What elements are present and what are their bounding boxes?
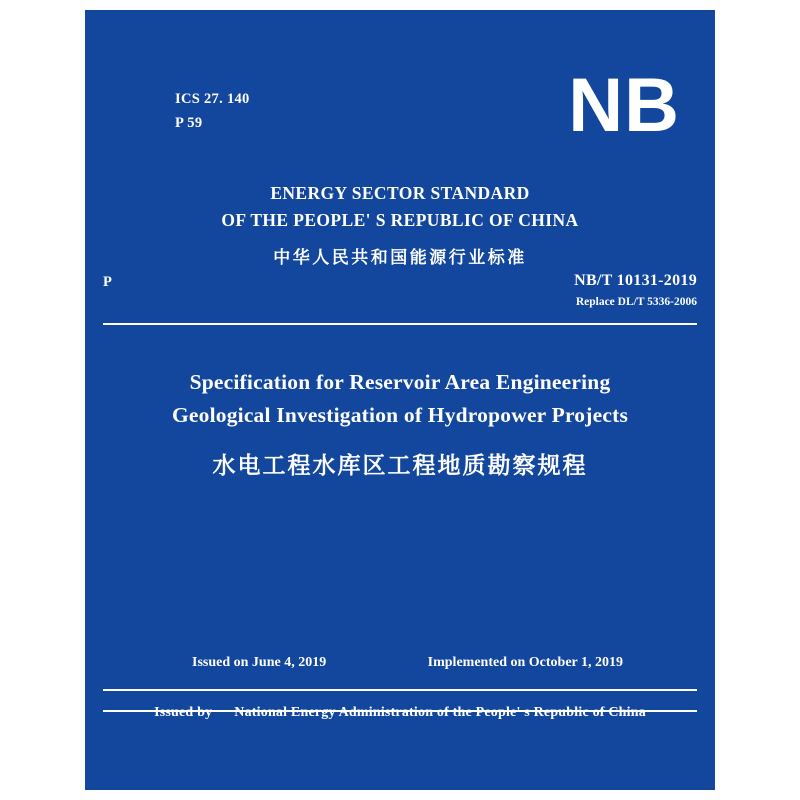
standard-meta [85, 272, 715, 318]
issuing-authority [85, 705, 715, 721]
issued-by-organization: National Energy Administration of the People' s Republic of China [234, 705, 646, 720]
issued-by-label: Issued by [154, 705, 213, 720]
issued-date: Issued on June 4, 2019 [192, 655, 327, 670]
divider-middle [103, 689, 697, 691]
standard-number-block [574, 272, 697, 308]
title-chinese: 水电工程水库区工程地质勘察规程 [212, 452, 588, 479]
title-line-2: Geological Investigation of Hydropower Projects [171, 403, 629, 428]
header-line-1: ENERGY SECTOR STANDARD [270, 183, 530, 203]
classification-code: P 59 [175, 114, 203, 131]
standard-cover-page [85, 10, 715, 790]
title-line-1: Specification for Reservoir Area Engineering [189, 370, 611, 394]
document-title [85, 366, 715, 480]
replaces-note: Replace DL/T 5336-2006 [575, 296, 697, 308]
category-mark: P [103, 274, 112, 290]
divider-top [103, 323, 697, 325]
standard-number: NB/T 10131-2019 [574, 272, 697, 289]
ics-code: ICS 27. 140 [175, 91, 250, 107]
header-line-chinese: 中华人民共和国能源行业标准 [273, 248, 527, 269]
standard-header [85, 180, 715, 268]
header-line-2: OF THE PEOPLE' S REPUBLIC OF CHINA [221, 210, 579, 231]
nb-logo: NB [568, 63, 680, 148]
cover-codes [175, 88, 250, 136]
implemented-date: Implemented on October 1, 2019 [427, 655, 623, 670]
